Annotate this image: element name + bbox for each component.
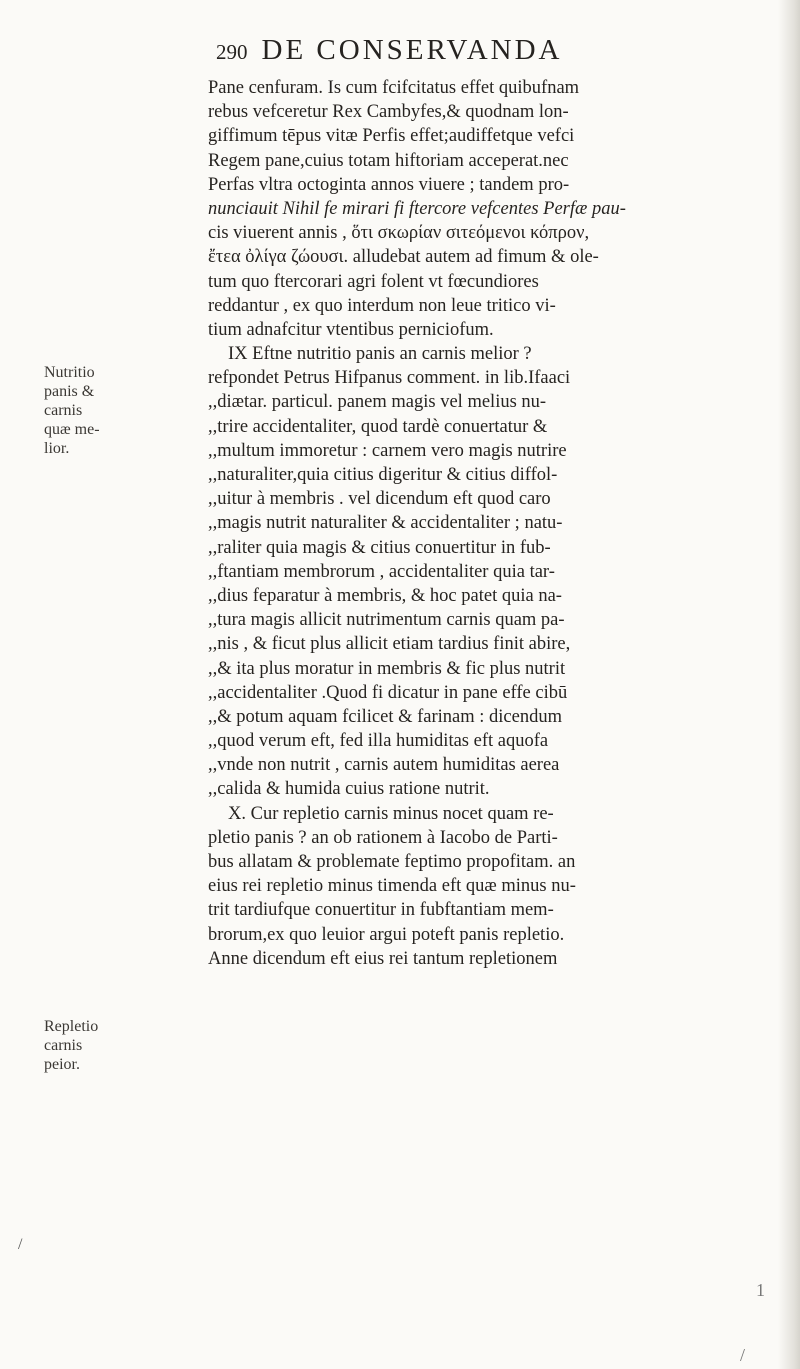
text-line: Pane cenfuram. Is cum fcifcitatus effet quibufnam (208, 78, 580, 98)
text-line: ,,trire accidentaliter, quod tardè conuertatur & (208, 416, 548, 437)
text-line: ,,& ita plus moratur in membris & fic plus nutrit (208, 658, 566, 679)
text-line: ,,uitur à membris . vel dicendum eft quod caro (208, 489, 551, 510)
running-title: DE CONSERVANDA (261, 34, 563, 66)
text-line: ,,dius feparatur à membris, & hoc patet quia na- (208, 585, 562, 606)
margin-note-line: lior. (44, 440, 70, 457)
text-line: ,,vnde non nutrit , carnis autem humiditas aerea (208, 755, 560, 776)
text-line: ,,raliter quia magis & citius conuertitur in fub- (208, 537, 551, 558)
section-heading-x: X. Cur repletio carnis minus nocet quam re- (228, 803, 554, 824)
text-line: Regem pane,cuius totam hiftoriam acceperat.nec (208, 150, 569, 171)
text-line: ,,tura magis allicit nutrimentum carnis quam pa- (208, 610, 565, 631)
text-line: brorum,ex quo leuior argui poteft panis repletio. (208, 924, 565, 945)
edge-mark: / (740, 1345, 746, 1365)
page-header (216, 28, 776, 72)
text-line: ,,magis nutrit naturaliter & accidentaliter ; natu- (208, 513, 563, 534)
text-line: ,,quod verum eft, fed illa humiditas eft aquofa (208, 731, 549, 752)
margin-note-line: carnis (44, 1037, 83, 1054)
margin-note-line: quæ me- (44, 421, 100, 438)
text-line: ,,ftantiam membrorum , accidentaliter quia tar- (208, 561, 555, 582)
section-heading-ix: IX Eftne nutritio panis an carnis melior ? (228, 344, 532, 365)
margin-note-repletio (44, 1017, 174, 1074)
text-line: ,,& potum aquam fcilicet & farinam : dicendum (208, 706, 562, 727)
text-line: refpondet Petrus Hifpanus comment. in lib.Ifaaci (208, 368, 571, 389)
text-line: ,,diætar. particul. panem magis vel melius nu- (208, 392, 547, 413)
text-line: ,,accidentaliter .Quod fi dicatur in pane effe cibū (208, 682, 568, 703)
margin-note-nutritio (44, 363, 174, 458)
text-line: nunciauit Nihil fe mirari fi ftercore vefcentes Perfæ pau- (208, 198, 626, 219)
text-line: tum quo ftercorari agri folent vt fœcundiores (208, 271, 539, 292)
margin-note-line: Nutritio (44, 364, 95, 381)
text-line: cis viuerent annis , ὅτι σκωρίαν σιτεόμενοι κόπρον, (208, 223, 590, 244)
text-line: rebus vefceretur Rex Cambyfes,& quodnam lon- (208, 102, 569, 123)
text-line: ,,nis , & ficut plus allicit etiam tardius finit abire, (208, 634, 571, 655)
margin-note-line: panis & (44, 383, 95, 400)
text-line: ,,calida & humida cuius ratione nutrit. (208, 779, 490, 800)
body-text (208, 76, 788, 971)
stray-mark: / (18, 1236, 23, 1253)
text-line: ,,naturaliter,quia citius digeritur & citius diffol- (208, 465, 558, 485)
text-line: trit tardiufque conuertitur in fubftantiam mem- (208, 900, 554, 921)
text-line: Perfas vltra octoginta annos viuere ; tandem pro- (208, 174, 570, 195)
text-line: bus allatam & problemate feptimo propofitam. an (208, 852, 576, 872)
text-line: pletio panis ? an ob rationem à Iacobo de Parti- (208, 827, 558, 848)
text-line: tium adnafcitur vtentibus perniciofum. (208, 319, 494, 340)
text-line: eius rei repletio minus timenda eft quæ minus nu- (208, 876, 576, 897)
text-line: giffimum tēpus vitæ Perfis effet;audiffetque vefci (208, 126, 575, 147)
margin-note-line: Repletio (44, 1018, 99, 1035)
text-line: ἔτεα ὀλίγα ζώουσι. alludebat autem ad fimum & ole- (208, 247, 599, 268)
margin-note-line: carnis (44, 402, 83, 419)
text-line: Anne dicendum eft eius rei tantum repletionem (208, 948, 558, 969)
text-line: reddantur , ex quo interdum non leue tritico vi- (208, 295, 556, 316)
margin-note-line: peior. (44, 1056, 80, 1073)
edge-mark: 1 (756, 1280, 765, 1300)
page-number: 290 (216, 40, 248, 64)
text-line: ,,multum immoretur : carnem vero magis nutrire (208, 440, 567, 461)
